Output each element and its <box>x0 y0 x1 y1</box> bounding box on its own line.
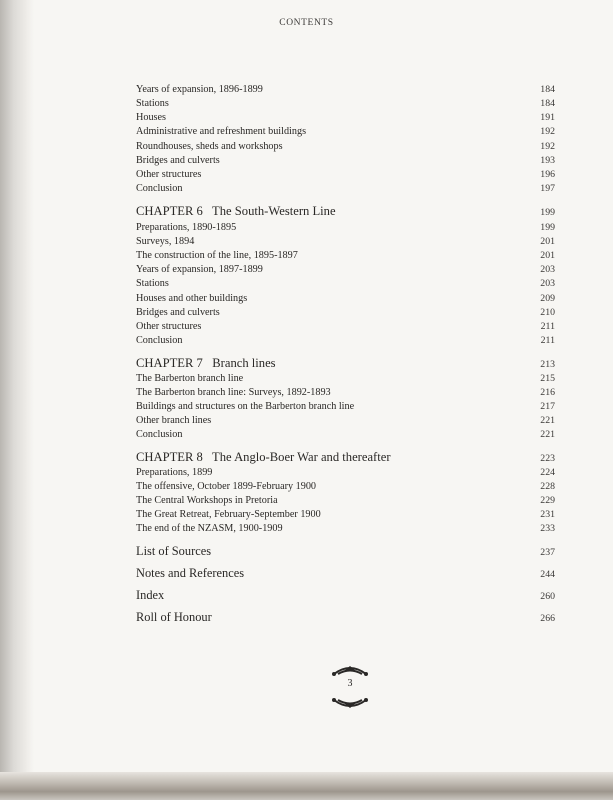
toc-entry <box>136 387 555 398</box>
toc-entry-page: 231 <box>540 509 555 520</box>
toc-entry-title: Roll of Honour <box>136 610 212 624</box>
toc-entry-title: The Central Workshops in Pretoria <box>136 495 278 506</box>
toc-entry-page: 211 <box>540 321 555 332</box>
toc-entry <box>136 523 555 534</box>
toc-entry <box>136 236 555 247</box>
toc-entry <box>136 335 555 346</box>
toc-entry <box>136 278 555 289</box>
toc-entry-page: 201 <box>540 250 555 261</box>
toc-entry-title: Surveys, 1894 <box>136 236 195 247</box>
page-number: 3 <box>347 678 353 689</box>
toc-entry-page: 266 <box>540 613 555 624</box>
toc-entry-page: 199 <box>540 222 555 233</box>
toc-entry-page: 197 <box>540 183 555 194</box>
toc-entry-title: Conclusion <box>136 335 183 346</box>
toc-entry <box>136 429 555 440</box>
toc-entry <box>136 495 555 506</box>
toc-chapter-title: CHAPTER 7 Branch lines <box>136 356 276 370</box>
toc-entry-title: List of Sources <box>136 544 212 558</box>
toc-major-entry <box>136 610 555 625</box>
toc-entry-title: Houses <box>136 112 166 123</box>
toc-entry-page: 221 <box>540 429 555 440</box>
toc-entry-page: 210 <box>540 307 555 318</box>
toc-entry-page: 228 <box>540 481 555 492</box>
toc-entry-title: Buildings and structures on the Barberton branch line <box>136 401 355 412</box>
toc-entry-page: 203 <box>540 278 555 289</box>
toc-major-entry <box>136 566 555 581</box>
toc-entry-title: Other branch lines <box>136 415 212 426</box>
toc-entry-title: The end of the NZASM, 1900-1909 <box>136 523 283 534</box>
toc-entry-title: Administrative and refreshment buildings <box>136 126 307 137</box>
toc-entry-title: Index <box>136 588 165 602</box>
toc-entry-title: Preparations, 1899 <box>136 467 213 478</box>
toc-entry-page: 199 <box>540 207 555 218</box>
toc-entry-page: 209 <box>540 293 555 304</box>
toc-entry <box>136 141 555 152</box>
toc-entry-title: Houses and other buildings <box>136 293 248 304</box>
toc-entry <box>136 401 555 412</box>
toc-entry <box>136 467 555 478</box>
toc-entry <box>136 293 555 304</box>
toc-entry-page: 201 <box>540 236 555 247</box>
toc-entry-page: 192 <box>540 141 555 152</box>
toc-entry-title: Conclusion <box>136 183 183 194</box>
toc-entry-title: Preparations, 1890-1895 <box>136 222 237 233</box>
toc-entry <box>136 250 555 261</box>
toc-entry-title: Years of expansion, 1896-1899 <box>136 84 263 95</box>
toc-entry-page: 184 <box>540 98 555 109</box>
running-head: CONTENTS <box>279 18 334 28</box>
toc-entry-page: 244 <box>540 569 555 580</box>
toc-entry-title: Bridges and culverts <box>136 155 220 166</box>
toc-chapter-title: CHAPTER 8 The Anglo-Boer War and thereafter <box>136 450 391 464</box>
toc-entry-title: Other structures <box>136 321 202 332</box>
toc-entry-page: 221 <box>540 415 555 426</box>
toc-chapter-title: CHAPTER 6 The South-Western Line <box>136 204 336 218</box>
toc-major-entry <box>136 544 555 559</box>
toc-entry-title: Stations <box>136 98 169 109</box>
toc-chapter-heading <box>136 204 555 219</box>
toc-entry-title: The Great Retreat, February-September 1900 <box>136 509 321 520</box>
toc-entry-title: The construction of the line, 1895-1897 <box>136 250 298 261</box>
toc-entry-page: 237 <box>540 547 555 558</box>
toc-entry <box>136 415 555 426</box>
toc-entry <box>136 509 555 520</box>
toc-entry <box>136 155 555 166</box>
toc-entry-page: 184 <box>540 84 555 95</box>
toc-entry-title: Other structures <box>136 169 202 180</box>
toc-entry-title: Stations <box>136 278 169 289</box>
page-stack-edge <box>0 772 613 800</box>
toc-entry-title: The Barberton branch line: Surveys, 1892-1893 <box>136 387 331 398</box>
toc-entry-page: 229 <box>540 495 555 506</box>
toc-entry-page: 196 <box>540 169 555 180</box>
toc-entry-page: 233 <box>540 523 555 534</box>
toc-entry-title: Conclusion <box>136 429 183 440</box>
toc-entry-page: 223 <box>540 453 555 464</box>
toc-entry <box>136 84 555 95</box>
toc-entry-title: Years of expansion, 1897-1899 <box>136 264 263 275</box>
binding-gutter <box>0 0 34 778</box>
toc-entry-title: Roundhouses, sheds and workshops <box>136 141 283 152</box>
toc-entry-page: 191 <box>540 112 555 123</box>
toc-entry <box>136 126 555 137</box>
toc-entry-page: 216 <box>540 387 555 398</box>
toc-entry-page: 192 <box>540 126 555 137</box>
toc-entry-title: The Barberton branch line <box>136 373 244 384</box>
toc-entry-page: 217 <box>540 401 555 412</box>
toc-entry-page: 193 <box>540 155 555 166</box>
toc-entry <box>136 373 555 384</box>
toc-chapter-heading <box>136 450 555 465</box>
toc-entry <box>136 112 555 123</box>
toc-entry-page: 260 <box>540 591 555 602</box>
toc-entry <box>136 481 555 492</box>
toc-entry <box>136 222 555 233</box>
toc-entry-page: 203 <box>540 264 555 275</box>
toc-major-entry <box>136 588 555 603</box>
toc-chapter-heading <box>136 356 555 371</box>
toc-entry-title: Bridges and culverts <box>136 307 220 318</box>
toc-entry <box>136 307 555 318</box>
toc-entry <box>136 183 555 194</box>
toc-entry-page: 213 <box>540 359 555 370</box>
toc-entry-page: 224 <box>540 467 555 478</box>
toc-entry <box>136 98 555 109</box>
toc-entry <box>136 321 555 332</box>
toc-entry-title: The offensive, October 1899-February 1900 <box>136 481 317 492</box>
toc-entry-page: 215 <box>540 373 555 384</box>
toc-entry <box>136 169 555 180</box>
toc-entry-page: 211 <box>540 335 555 346</box>
toc-entry-title: Notes and References <box>136 566 245 580</box>
toc-entry <box>136 264 555 275</box>
